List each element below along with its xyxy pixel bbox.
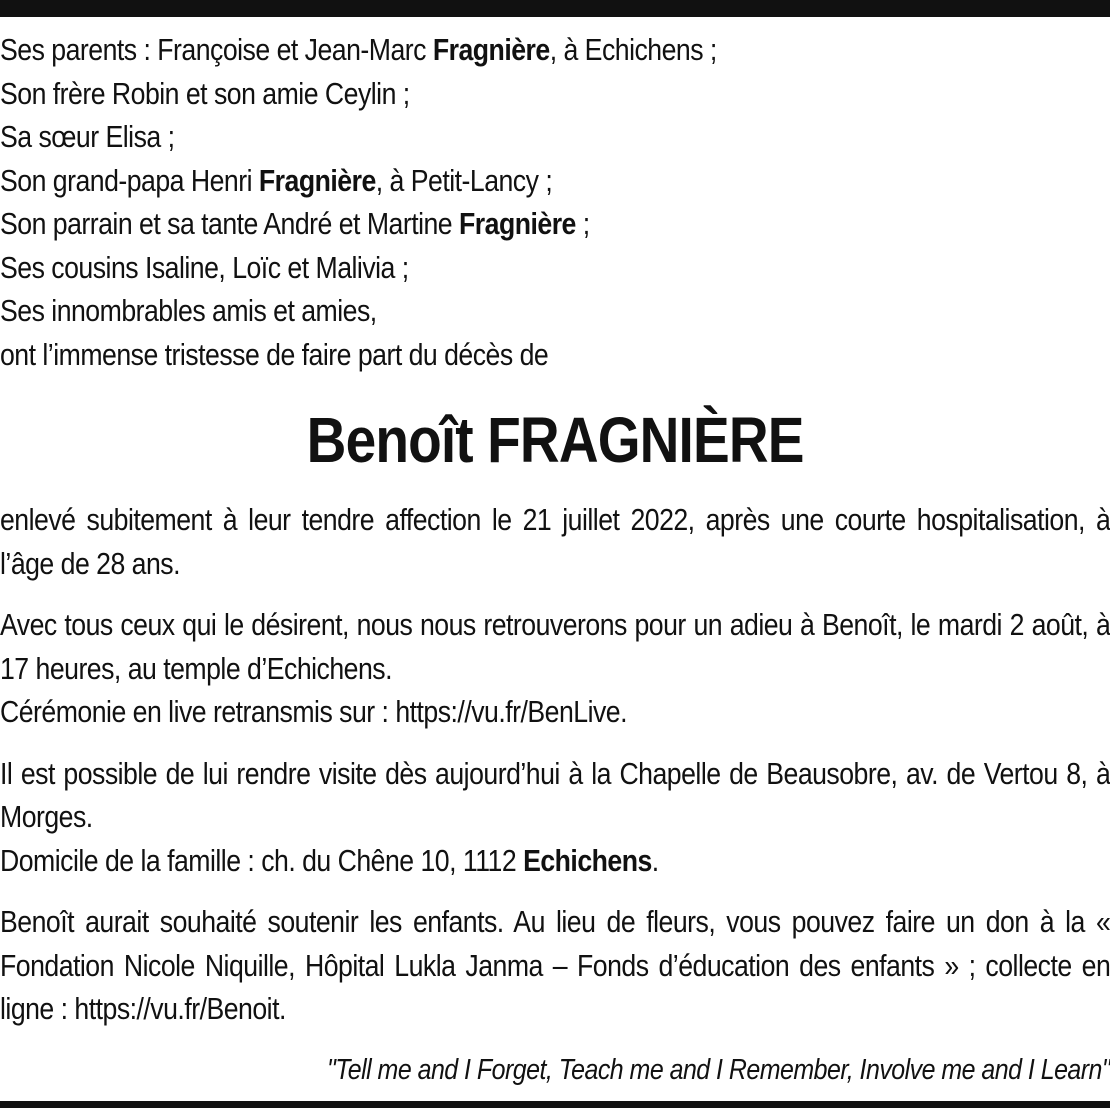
family-line-brother: Son frère Robin et son amie Ceylin ;: [0, 75, 410, 111]
live-stream-text: Cérémonie en live retransmis sur : https://vu.fr/BenLive.: [0, 694, 627, 729]
family-line-announcement: ont l’immense tristesse de faire part du décès de: [0, 336, 549, 372]
family-line-friends: Ses innombrables amis et amies,: [0, 293, 377, 328]
family-list: [0, 28, 1110, 376]
closing-quote: "Tell me and I Forget, Teach me and I Remember, Involve me and I Learn": [326, 1053, 1110, 1086]
family-line-parents: Ses parents : Françoise et Jean-Marc Fragnière, à Echichens ;: [0, 32, 717, 67]
deceased-name: Benoît FRAGNIÈRE: [306, 404, 804, 476]
family-line-cousins: Ses cousins Isaline, Loïc et Malivia ;: [0, 249, 409, 285]
paragraph-death: enlevé subitement à leur tendre affection le 21 juillet 2022, après une courte hospitalisation, à l’âge de 28 ans.: [0, 502, 1110, 581]
paragraph-visit: [0, 752, 1110, 883]
paragraph-donation: Benoît aurait souhaité soutenir les enfants. Au lieu de fleurs, vous pouvez faire un don à la « Fondation Nicole Niquille, Hôpital Lukla Janma – Fonds d’éducation des enfants » ; collecte en ligne : https://vu.fr/Benoit.: [0, 904, 1110, 1026]
obituary-text: [0, 28, 1110, 1092]
family-line-sister: Sa sœur Elisa ;: [0, 119, 175, 154]
family-line-grandfather: Son grand-papa Henri Fragnière, à Petit-Lancy ;: [0, 162, 553, 198]
bottom-rule: [0, 1101, 1110, 1108]
top-rule: [0, 0, 1110, 17]
visit-text: Il est possible de lui rendre visite dès aujourd’hui à la Chapelle de Beausobre, av. de Vertou 8, à Morges.: [0, 755, 1110, 834]
paragraph-ceremony: [0, 603, 1110, 734]
ceremony-text: Avec tous ceux qui le désirent, nous nous retrouverons pour un adieu à Benoît, le mardi 2 août, à 17 heures, au temple d’Echichens.: [0, 607, 1110, 686]
domicile-line: Domicile de la famille : ch. du Chêne 10, 1112 Echichens.: [0, 842, 659, 878]
family-line-godfather: Son parrain et sa tante André et Martine Fragnière ;: [0, 206, 590, 241]
